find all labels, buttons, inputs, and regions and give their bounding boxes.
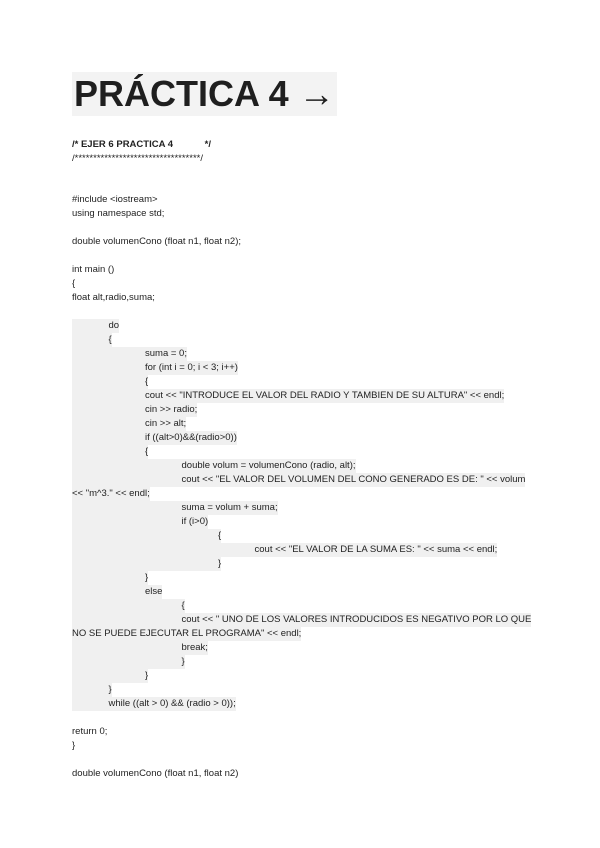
code-line: cout << " UNO DE LOS VALORES INTRODUCIDOS ES NEGATIVO POR LO QUE (72, 613, 531, 627)
code-line: using namespace std; (72, 208, 165, 219)
code-line: cout << "INTRODUCE EL VALOR DEL RADIO Y TAMBIEN DE SU ALTURA" << endl; (72, 389, 504, 403)
code-line: cin >> radio; (72, 403, 197, 417)
code-line: cout << "EL VALOR DEL VOLUMEN DEL CONO GENERADO ES DE: " << volum (72, 473, 525, 487)
code-line: } (72, 740, 76, 751)
code-line: } (72, 655, 185, 669)
code-line: suma = volum + suma; (72, 501, 278, 515)
code-line: } (72, 571, 148, 585)
code-line: break; (72, 641, 208, 655)
code-line: suma = 0; (72, 347, 187, 361)
code-line: { (72, 333, 112, 347)
code-line: while ((alt > 0) && (radio > 0)); (72, 697, 236, 711)
code-line: { (72, 278, 76, 289)
code-line: << "m^3." << endl; (72, 488, 150, 499)
code-line: } (72, 683, 112, 697)
code-line: return 0; (72, 726, 108, 737)
code-line: NO SE PUEDE EJECUTAR EL PROGRAMA" << endl; (72, 628, 302, 639)
code-line: cout << "EL VALOR DE LA SUMA ES: " << suma << endl; (72, 543, 497, 557)
code-line: if ((alt>0)&&(radio>0)) (72, 431, 237, 445)
code-line: int main () (72, 264, 115, 275)
code-line: cin >> alt; (72, 417, 186, 431)
code-line: { (72, 529, 221, 543)
code-line: double volum = volumenCono (radio, alt); (72, 459, 356, 473)
code-line: double volumenCono (float n1, float n2) (72, 768, 239, 779)
code-line: for (int i = 0; i < 3; i++) (72, 361, 238, 375)
page-title: PRÁCTICA 4 → (74, 73, 335, 114)
code-line: float alt,radio,suma; (72, 292, 155, 303)
code-line: /* EJER 6 PRACTICA 4 */ (72, 139, 212, 150)
code-line: { (72, 445, 148, 459)
code-line: else (72, 585, 162, 599)
code-line: double volumenCono (float n1, float n2); (72, 236, 241, 247)
code-line: /**********************************/ (72, 153, 203, 164)
code-line: if (i>0) (72, 515, 208, 529)
code-line: } (72, 557, 221, 571)
code-line: { (72, 599, 185, 613)
code-line: } (72, 669, 148, 683)
code-line: { (72, 375, 148, 389)
code-line: do (72, 319, 119, 333)
code-line: #include <iostream> (72, 194, 158, 205)
